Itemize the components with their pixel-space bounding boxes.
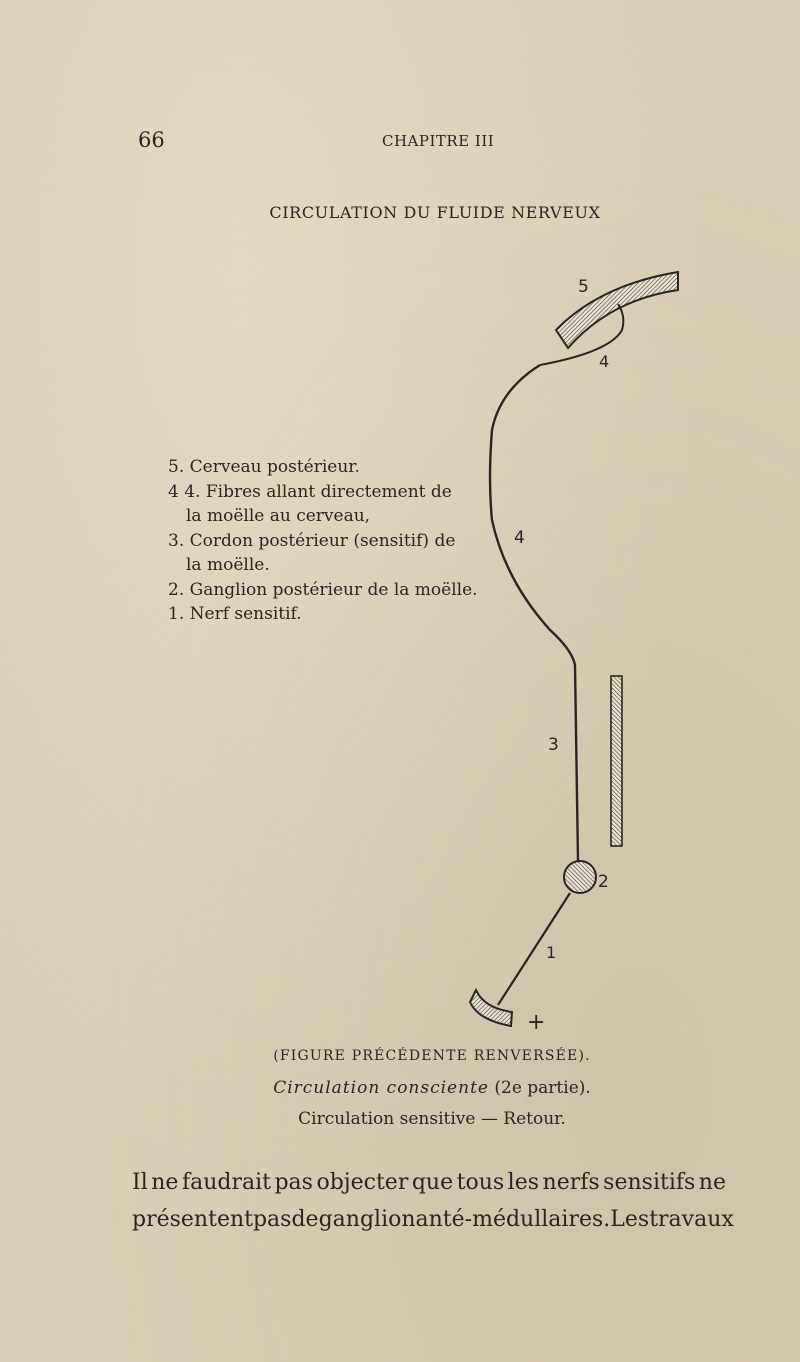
legend-text: Cordon postérieur (sensitif) de bbox=[189, 530, 456, 551]
label-2: 2 bbox=[598, 872, 609, 892]
legend-num: 3. bbox=[168, 530, 185, 551]
body-line-2: présentent pas de ganglion anté-médullaires. Les travaux bbox=[132, 1207, 734, 1232]
legend-text: Nerf sensitif. bbox=[189, 604, 302, 624]
legend-item-3-cont: la moëlle. bbox=[186, 555, 270, 575]
figure-title: CIRCULATION DU FLUIDE NERVEUX bbox=[269, 203, 601, 222]
legend-text: Cerveau postérieur. bbox=[189, 457, 360, 477]
legend-num: 1. bbox=[168, 604, 185, 624]
caption-part: (2e partie). bbox=[494, 1078, 591, 1098]
nerve-fibre-path bbox=[490, 365, 578, 862]
ganglion-circle bbox=[564, 861, 596, 893]
caption-italic: Circulation consciente bbox=[273, 1078, 489, 1098]
legend-text: Fibres allant directement de bbox=[205, 481, 452, 502]
body-line-1: Il ne faudrait pas objecter que tous les nerfs sensitifs ne bbox=[132, 1170, 726, 1195]
label-3: 3 bbox=[548, 735, 559, 755]
sensory-nerve-line bbox=[498, 893, 570, 1005]
caption-line-2 bbox=[0, 1078, 800, 1098]
legend-item-4-cont: la moëlle au cerveau, bbox=[186, 506, 371, 526]
body-text bbox=[132, 1164, 734, 1238]
caption-line-3: Circulation sensitive — Retour. bbox=[298, 1109, 566, 1129]
label-1: 1 bbox=[546, 943, 557, 962]
label-plus: + bbox=[527, 1010, 546, 1035]
page-number: 66 bbox=[138, 128, 165, 152]
terminal-shape bbox=[470, 990, 512, 1026]
caption-line-1: (FIGURE PRÉCÉDENTE RENVERSÉE). bbox=[273, 1048, 591, 1064]
label-4-mid: 4 bbox=[514, 528, 525, 548]
label-5: 5 bbox=[578, 277, 589, 297]
label-4-top: 4 bbox=[599, 352, 610, 371]
running-head: CHAPITRE III bbox=[382, 132, 495, 150]
legend-num: 2. bbox=[168, 579, 185, 600]
vertical-bar bbox=[611, 676, 622, 846]
legend-num: 4 4. bbox=[168, 481, 201, 502]
legend-text: Ganglion postérieur de la moëlle. bbox=[189, 579, 478, 600]
legend-num: 5. bbox=[168, 457, 185, 477]
